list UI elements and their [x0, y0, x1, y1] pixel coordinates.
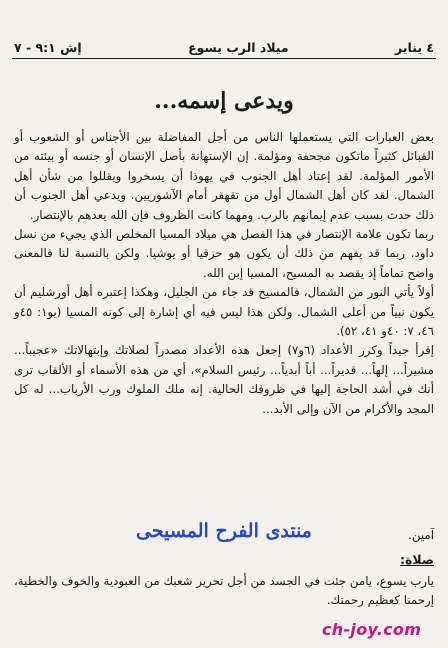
header-date: ٤ يناير — [395, 40, 434, 55]
amen-text: آمين. — [408, 528, 434, 542]
forum-watermark: منتدى الفرح المسيحى — [136, 520, 312, 542]
header-divider — [12, 58, 436, 59]
paragraph: ربما تكون علامة الإنتصار في هذا الفصل هي ميلاد المسيا المخلص الذي يجيء من نسل داود. ربما قد يفهم من ذلك أن يكون هو حزقيا أو يوشيا. ولكن بالنسبة لنا فالمعنى واضح تماماً إذ يقصد به المسيح، المسيا إبن الله. — [14, 227, 434, 280]
page-header — [14, 40, 434, 55]
paragraph: بعض العبارات التي يستعملها الناس من أجل المفاضلة بين الأجناس أو الشعوب أو القبائل كثيراً ماتكون مجحفة ومؤلمة. إن الإستهانة بأصل الإنسان أو جنسه أو بيئته من الأمور المؤلمة. لقد إعتاد أهل الجنوب في يهوذا أن يسخروا ويقللوا من شأن أهل الشمال. لقد كان أهل الشمال أول من تقهقر أمام الآشوريين. ويدعي أهل الجنوب أن ذلك حدث بسبب عدم إيمانهم بالرب. ومهما كانت الظروف فإن الله يعدهم بالإنتصار. — [14, 130, 434, 222]
prayer-heading: صلاة: — [400, 552, 434, 567]
body-text — [14, 128, 434, 419]
site-logo: ch-joy.com — [322, 620, 422, 639]
prayer-text: يارب يسوع، يامن جئت في الجسد من أجل تحرير شعبك من العبودية والخوف والخطية، إرحمنا كعظيم رحمتك. — [14, 574, 434, 608]
section-title: ويدعى إسمه... — [154, 88, 294, 114]
header-title: ميلاد الرب يسوع — [188, 40, 289, 55]
paragraph: أولاً يأتي النور من الشمال، فالمسيح قد جاء من الجليل، وهكذا إعتبره أهل أورشليم أن يكون نبياً من أعلى الشمال. ولكن هذا ليس فيه أي إشارة إلى كونه المسيا (يو١: ٤٥و ٤٦، ٧: ٤٠و ٤١، ٥٢). — [14, 285, 435, 339]
header-reference: إش ٩:١ - ٧ — [14, 40, 82, 55]
paragraph: إقرأ جيداً وكرر الأعداد (٦و٧) إجعل هذه الأعداد مصدراً لصلاتك وإبتهالاتك «عجيباً... مشيراً... إلهاً... قديراً... أباً أبدياً... رئيس السلام»، أي من هذه الأسماء أو الألقاب ترى أنك في أشد الحاجة إليها في ظروفك الحالية. إنه ملك الملوك ورب الأرباب... له كل المجد والأكرام من الآن وإلى الأبد... — [14, 343, 434, 416]
